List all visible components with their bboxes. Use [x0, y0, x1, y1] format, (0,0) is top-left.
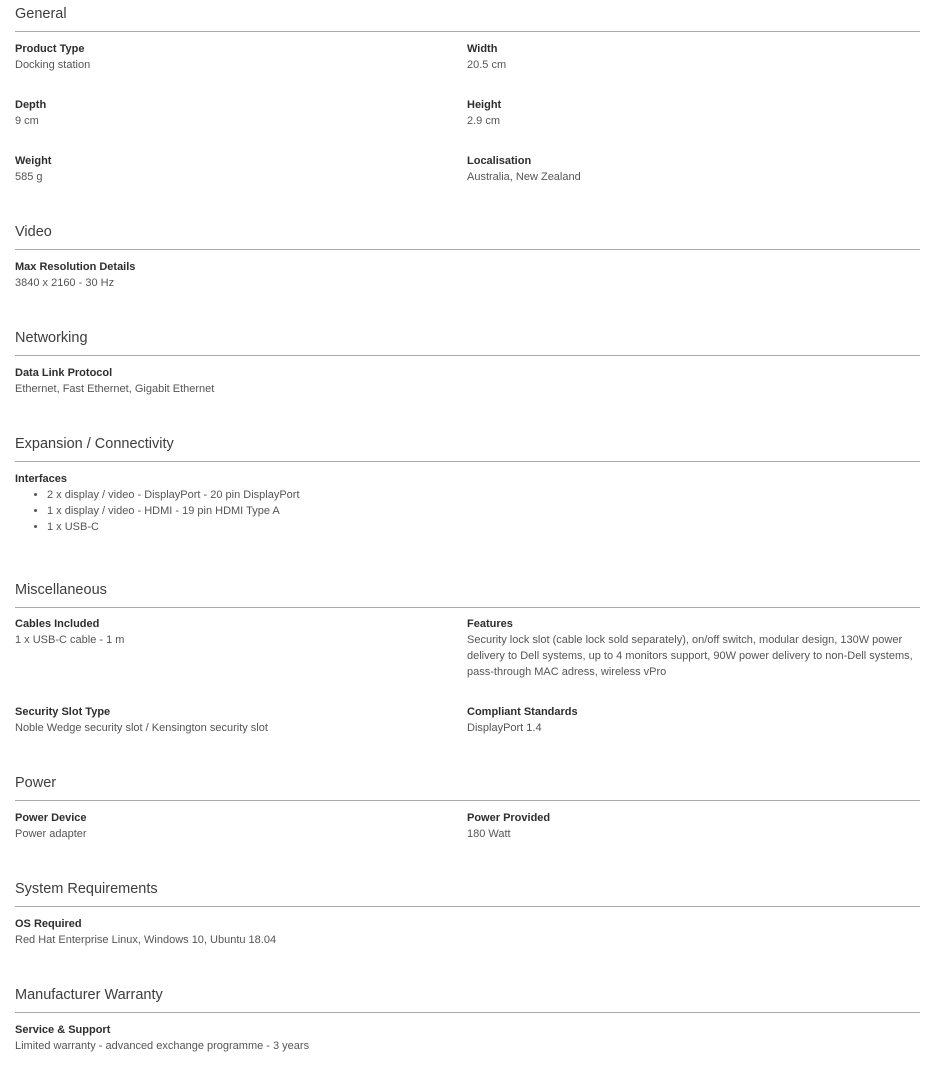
spec-label: OS Required [15, 918, 82, 930]
spec-value: Australia, New Zealand [467, 171, 581, 183]
section-divider [15, 906, 920, 907]
spec-product-type [15, 41, 90, 73]
spec-security-slot-type [15, 704, 268, 736]
spec-os-required [15, 916, 276, 948]
spec-value: Docking station [15, 59, 91, 71]
section-title-miscellaneous: Miscellaneous [15, 582, 107, 598]
spec-power-provided [467, 810, 917, 842]
section-divider [15, 249, 920, 250]
spec-weight [15, 153, 51, 185]
spec-value: Noble Wedge security slot / Kensington security slot [15, 722, 268, 734]
section-divider [15, 1012, 920, 1013]
spec-label: Width [467, 43, 498, 55]
interfaces-list [15, 487, 300, 535]
list-item: • 2 x display / video - DisplayPort - 20 pin DisplayPort [47, 487, 300, 503]
spec-label: Service & Support [15, 1024, 111, 1036]
section-title-system-requirements: System Requirements [15, 881, 158, 897]
spec-label: Cables Included [15, 618, 100, 630]
section-title-networking: Networking [15, 330, 88, 346]
spec-height [467, 97, 917, 129]
section-title-manufacturer-warranty: Manufacturer Warranty [15, 987, 163, 1003]
spec-value: 9 cm [15, 115, 39, 127]
spec-label: Depth [15, 99, 47, 111]
spec-label: Weight [15, 155, 52, 167]
section-title-video: Video [15, 224, 52, 240]
spec-width [467, 41, 917, 73]
spec-label: Max Resolution Details [15, 261, 136, 273]
spec-label: Features [467, 618, 513, 630]
spec-value: Red Hat Enterprise Linux, Windows 10, Ubuntu 18.04 [15, 934, 277, 946]
spec-depth [15, 97, 46, 129]
spec-localisation [467, 153, 917, 185]
spec-value: Limited warranty - advanced exchange programme - 3 years [15, 1040, 310, 1052]
spec-features [467, 616, 917, 680]
spec-value: 20.5 cm [467, 59, 507, 71]
section-title-general: General [15, 6, 67, 22]
spec-max-resolution [15, 259, 135, 291]
spec-power-device [15, 810, 87, 842]
spec-value: 3840 x 2160 - 30 Hz [15, 277, 115, 289]
spec-label: Compliant Standards [467, 706, 578, 718]
spec-value: 180 Watt [467, 828, 511, 840]
spec-label: Product Type [15, 43, 85, 55]
spec-label: Power Device [15, 812, 87, 824]
spec-value: Security lock slot (cable lock sold separately), on/off switch, modular design, 130W power delivery to Dell systems, up to 4 monitors support, 90W power delivery to non-Dell systems, pass-through MAC adress, wireless vPro [467, 634, 913, 678]
section-divider [15, 800, 920, 801]
spec-label: Data Link Protocol [15, 367, 113, 379]
spec-value: 2.9 cm [467, 115, 501, 127]
section-divider [15, 461, 920, 462]
spec-label: Security Slot Type [15, 706, 111, 718]
spec-value: DisplayPort 1.4 [467, 722, 542, 734]
spec-label: Height [467, 99, 502, 111]
section-divider [15, 355, 920, 356]
spec-label: Localisation [467, 155, 532, 167]
section-title-expansion: Expansion / Connectivity [15, 436, 174, 452]
list-item: • 1 x display / video - HDMI - 19 pin HDMI Type A [47, 503, 300, 519]
spec-label: Interfaces [15, 473, 67, 485]
spec-label: Power Provided [467, 812, 551, 824]
list-item: • 1 x USB-C [47, 519, 300, 535]
spec-compliant-standards [467, 704, 917, 736]
section-divider [15, 607, 920, 608]
spec-service-support [15, 1022, 309, 1054]
spec-value: 1 x USB-C cable - 1 m [15, 634, 125, 646]
section-title-power: Power [15, 775, 57, 791]
spec-value: 585 g [15, 171, 43, 183]
spec-value: Ethernet, Fast Ethernet, Gigabit Ethernet [15, 383, 215, 395]
spec-data-link-protocol [15, 365, 214, 397]
spec-cables-included [15, 616, 124, 648]
spec-interfaces [15, 471, 300, 535]
section-divider [15, 31, 920, 32]
spec-value: Power adapter [15, 828, 87, 840]
